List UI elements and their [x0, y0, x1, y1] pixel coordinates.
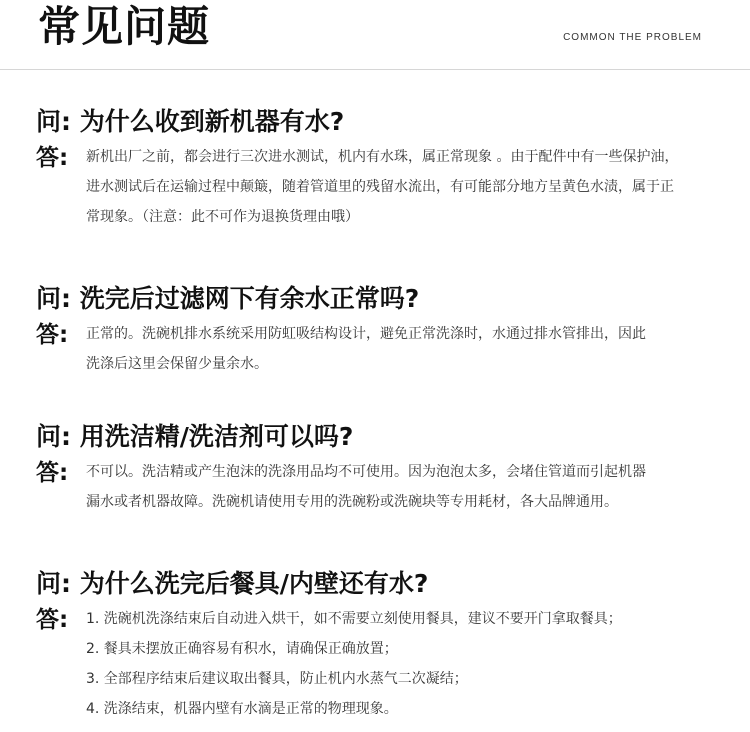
faq-item-dishes-still-wet	[36, 568, 726, 724]
answer-list	[86, 604, 726, 724]
answer-text	[86, 142, 726, 232]
answer-line: 漏水或者机器故障。洗碗机请使用专用的洗碗粉或洗碗块等专用耗材，各大品牌通用。	[86, 494, 618, 510]
faq-question: 问: 洗完后过滤网下有余水正常吗?	[36, 284, 420, 313]
answer-text	[86, 319, 726, 379]
answer-text	[86, 457, 726, 517]
faq-answer	[36, 319, 726, 379]
faq-question: 问: 为什么收到新机器有水?	[36, 107, 345, 136]
answer-line: 洗涤后这里会保留少量余水。	[86, 356, 268, 372]
answer-list-item: 1. 洗碗机洗涤结束后自动进入烘干，如不需要立刻使用餐具，建议不要开门拿取餐具；	[86, 611, 622, 627]
header-divider	[0, 69, 750, 70]
answer-line: 进水测试后在运输过程中颠簸，随着管道里的残留水流出，有可能部分地方呈黄色水渍，属于正	[86, 179, 674, 195]
answer-label: 答:	[36, 607, 69, 633]
page-header	[0, 0, 750, 70]
faq-question: 问: 为什么洗完后餐具/内壁还有水?	[36, 569, 429, 598]
faq-item-filter-residual-water	[36, 283, 726, 379]
answer-line: 常现象。（注意：此不可作为退换货理由哦）	[86, 209, 359, 225]
answer-label: 答:	[36, 460, 69, 486]
answer-list-item: 3. 全部程序结束后建议取出餐具，防止机内水蒸气二次凝结；	[86, 671, 468, 687]
faq-answer	[36, 604, 726, 724]
faq-question: 问: 用洗洁精/洗洁剂可以吗?	[36, 422, 354, 451]
answer-label: 答:	[36, 322, 69, 348]
faq-answer	[36, 457, 726, 517]
answer-label: 答:	[36, 145, 69, 171]
faq-answer	[36, 142, 726, 232]
faq-item-detergent	[36, 421, 726, 517]
answer-line: 不可以。洗洁精或产生泡沫的洗涤用品均不可使用。因为泡泡太多，会堵住管道而引起机器	[86, 464, 646, 480]
answer-list-item: 4. 洗涤结束，机器内壁有水滴是正常的物理现象。	[86, 701, 398, 717]
answer-list-item: 2. 餐具未摆放正确容易有积水，请确保正确放置；	[86, 641, 398, 657]
answer-line: 正常的。洗碗机排水系统采用防虹吸结构设计，避免正常洗涤时，水通过排水管排出，因此	[86, 326, 646, 342]
page-subtitle: COMMON THE PROBLEM	[563, 32, 702, 43]
faq-item-new-machine-water	[36, 106, 726, 232]
page-title: 常见问题	[38, 2, 211, 51]
answer-line: 新机出厂之前，都会进行三次进水测试，机内有水珠，属正常现象 。由于配件中有一些保护油，	[86, 149, 679, 165]
